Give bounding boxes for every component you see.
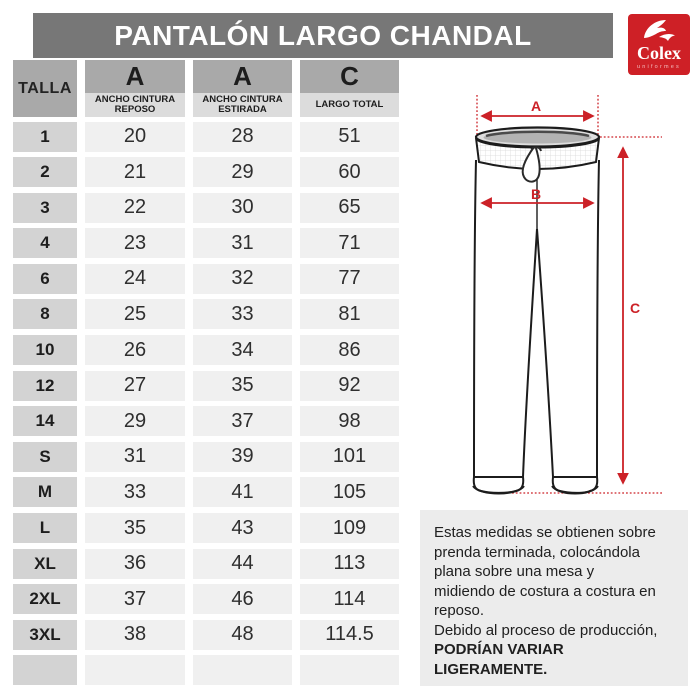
column-letter: A (193, 60, 292, 93)
size-label-cell: 4 (13, 228, 77, 258)
measure-cell: 105 (300, 477, 399, 507)
measure-cell: 35 (193, 371, 292, 401)
size-label-cell: 2 (13, 157, 77, 187)
measure-cell: 43 (193, 513, 292, 543)
column-subtitle (300, 93, 399, 117)
measure-cell: 20 (85, 122, 185, 152)
colex-logo (628, 14, 690, 75)
title-bar (33, 13, 613, 58)
measure-a-label: A (530, 98, 542, 114)
measure-cell: 33 (85, 477, 185, 507)
brand-name: Colex (637, 43, 681, 63)
note-line: reposo. (434, 602, 485, 619)
column-letter: C (300, 60, 399, 93)
measure-cell: 114.5 (300, 620, 399, 650)
measure-cell: 86 (300, 335, 399, 365)
measure-cell: 32 (193, 264, 292, 294)
measure-cell: 29 (193, 157, 292, 187)
column-subtitle-line1: ANCHO CINTURA (202, 93, 283, 105)
size-label-cell: 12 (13, 371, 77, 401)
measure-cell: 36 (85, 549, 185, 579)
talla-header-cell: TALLA (13, 60, 77, 117)
size-table-rows (13, 122, 399, 686)
measure-cell: 21 (85, 157, 185, 187)
column-header-a-reposo (85, 60, 185, 117)
measure-a-arrow (482, 98, 593, 116)
measure-cell: 33 (193, 299, 292, 329)
size-label-cell: M (13, 477, 77, 507)
measure-cell: 37 (85, 584, 185, 614)
measure-cell: 65 (300, 193, 399, 223)
size-label-cell: 2XL (13, 584, 77, 614)
measure-cell: 114 (300, 584, 399, 614)
pants-diagram (415, 85, 695, 510)
pant-cuffs (473, 477, 598, 494)
measure-cell: 29 (85, 406, 185, 436)
size-label-cell: 3 (13, 193, 77, 223)
column-header-a-estirada (193, 60, 292, 117)
measure-cell (193, 655, 292, 685)
measure-cell: 109 (300, 513, 399, 543)
page-title: PANTALÓN LARGO CHANDAL (114, 19, 532, 51)
measure-cell: 28 (193, 122, 292, 152)
measure-cell: 98 (300, 406, 399, 436)
column-subtitle-line1: ANCHO CINTURA (94, 93, 176, 105)
measure-cell: 34 (193, 335, 292, 365)
brand-tagline: uniformes (637, 64, 681, 70)
measure-c-arrow (623, 148, 640, 483)
measure-cell: 48 (193, 620, 292, 650)
column-header-c-largo (300, 60, 399, 117)
column-subtitle (85, 93, 185, 117)
measure-cell: 23 (85, 228, 185, 258)
note-line-emphasis: PODRÍAN VARIAR LIGERAMENTE. (434, 641, 564, 678)
measure-b-label: B (530, 186, 542, 202)
note-line: plana sobre una mesa y (434, 563, 595, 580)
measure-cell: 92 (300, 371, 399, 401)
note-line: midiendo de costura a costura en (434, 582, 656, 600)
size-label-cell (13, 655, 77, 685)
measure-cell: 39 (193, 442, 292, 472)
measure-cell: 60 (300, 157, 399, 187)
measure-cell: 101 (300, 442, 399, 472)
column-letter: A (85, 60, 185, 93)
measure-cell: 81 (300, 299, 399, 329)
measure-cell: 35 (85, 513, 185, 543)
measure-cell: 44 (193, 549, 292, 579)
measure-cell: 26 (85, 335, 185, 365)
table-header (13, 60, 399, 117)
measure-cell: 27 (85, 371, 185, 401)
column-subtitle-line2: ESTIRADA (218, 104, 267, 115)
measure-c-label: C (630, 300, 641, 316)
measure-cell (85, 655, 185, 685)
note-line: Debido al proceso de producción, (434, 621, 658, 639)
measure-cell: 25 (85, 299, 185, 329)
measure-cell: 77 (300, 264, 399, 294)
measure-cell: 113 (300, 549, 399, 579)
measure-cell: 24 (85, 264, 185, 294)
pant-legs (474, 160, 599, 477)
measure-cell: 71 (300, 228, 399, 258)
size-table (13, 60, 399, 685)
size-label-cell: S (13, 442, 77, 472)
bird-swoosh-icon (639, 17, 679, 44)
size-label-cell: 10 (13, 335, 77, 365)
measure-b-arrow (482, 186, 593, 203)
column-subtitle-line1: LARGO TOTAL (315, 98, 384, 110)
measure-cell: 30 (193, 193, 292, 223)
size-label-cell: 3XL (13, 620, 77, 650)
column-subtitle-line2: REPOSO (114, 104, 156, 115)
measure-cell: 41 (193, 477, 292, 507)
note-line: prenda terminada, colocándola (434, 543, 640, 561)
column-subtitle (193, 93, 292, 117)
measure-cell: 31 (85, 442, 185, 472)
size-label-cell: 14 (13, 406, 77, 436)
measure-cell: 22 (85, 193, 185, 223)
measure-cell: 38 (85, 620, 185, 650)
size-label-cell: 1 (13, 122, 77, 152)
size-label-cell: XL (13, 549, 77, 579)
measurement-note (420, 510, 688, 686)
size-label-cell: 6 (13, 264, 77, 294)
measure-cell: 46 (193, 584, 292, 614)
measure-cell (300, 655, 399, 685)
measure-cell: 51 (300, 122, 399, 152)
size-label-cell: L (13, 513, 77, 543)
measure-cell: 31 (193, 228, 292, 258)
measure-cell: 37 (193, 406, 292, 436)
size-label-cell: 8 (13, 299, 77, 329)
note-line: Estas medidas se obtienen sobre (434, 524, 656, 541)
